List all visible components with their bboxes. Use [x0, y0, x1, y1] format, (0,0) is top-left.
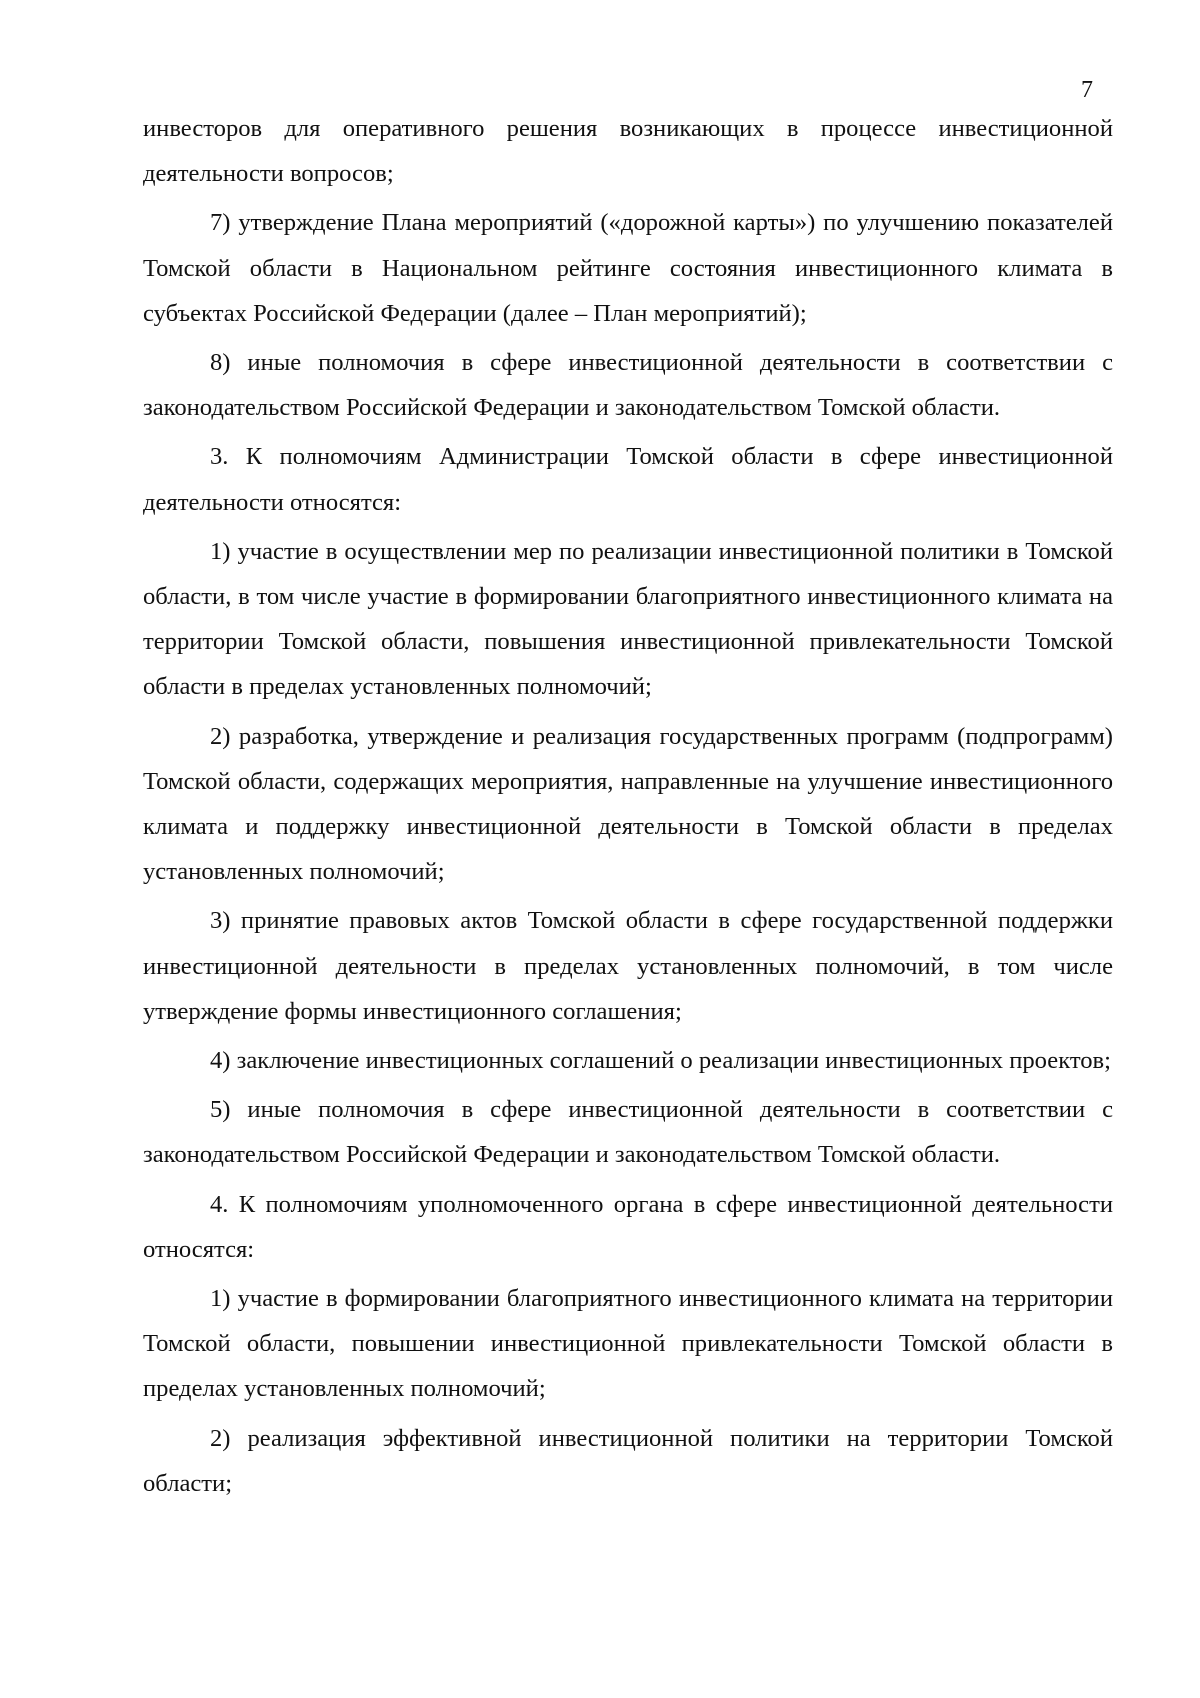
paragraph-section-3-item-5: 5) иные полномочия в сфере инвестиционной деятельности в соответствии с законодательством Российской Федерации и законодательством Томской области.	[143, 1096, 1113, 1169]
paragraph-section-3-item-3: 3) принятие правовых актов Томской области в сфере государственной поддержки инвестиционной деятельности в пределах установленных полномочий, в том числе утверждение формы инвестиционного соглашения;	[143, 907, 1113, 1025]
paragraph-section-3-administration-powers: 3. К полномочиям Администрации Томской области в сфере инвестиционной деятельности относятся:	[143, 443, 1113, 516]
page-number: 7	[1081, 77, 1093, 103]
paragraph-section-4-item-1: 1) участие в формировании благоприятного инвестиционного климата на территории Томской области, повышении инвестиционной привлекательности Томской области в пределах установленных полномочий;	[143, 1285, 1113, 1403]
paragraph-item-7-road-map: 7) утверждение Плана мероприятий («дорожной карты») по улучшению показателей Томской области в Национальном рейтинге состояния инвестиционного климата в субъектах Российской Федерации (далее – План мероприятий);	[143, 209, 1113, 327]
document-body	[143, 106, 1113, 1510]
paragraph-section-3-item-1: 1) участие в осуществлении мер по реализации инвестиционной политики в Томской области, в том числе участие в формировании благоприятного инвестиционного климата на территории Томской области, повышения инвестиционной привлекательности Томской области в пределах установленных полномочий;	[143, 537, 1113, 701]
paragraph-item-8-other-powers: 8) иные полномочия в сфере инвестиционной деятельности в соответствии с законодательством Российской Федерации и законодательством Томской области.	[143, 349, 1113, 422]
paragraph-section-3-item-2: 2) разработка, утверждение и реализация государственных программ (подпрограмм) Томской области, содержащих мероприятия, направленные на улучшение инвестиционного климата и поддержку инвестиционной деятельности в Томской области в пределах установленных полномочий;	[143, 722, 1113, 886]
paragraph-section-4-item-2: 2) реализация эффективной инвестиционной политики на территории Томской области;	[143, 1424, 1113, 1497]
paragraph-continuation: инвесторов для оперативного решения возникающих в процессе инвестиционной деятельности вопросов;	[143, 115, 1113, 188]
paragraph-section-4-authorized-body-powers: 4. К полномочиям уполномоченного органа в сфере инвестиционной деятельности относятся:	[143, 1190, 1113, 1263]
paragraph-section-3-item-4: 4) заключение инвестиционных соглашений о реализации инвестиционных проектов;	[210, 1047, 1111, 1075]
